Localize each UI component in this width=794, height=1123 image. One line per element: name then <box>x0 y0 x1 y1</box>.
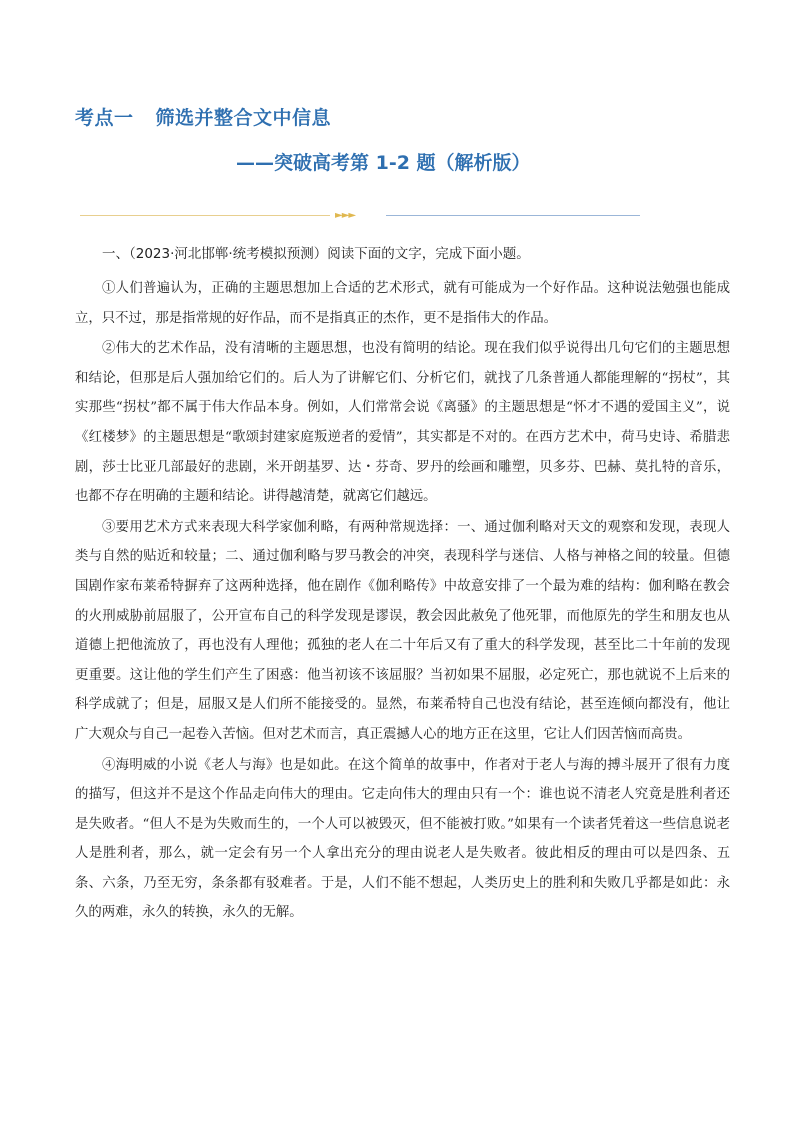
page-title <box>75 103 331 130</box>
title-topic-name: 筛选并整合文中信息 <box>155 107 332 129</box>
decorative-divider <box>80 209 640 223</box>
paragraph-2: ②伟大的艺术作品，没有清晰的主题思想，也没有简明的结论。现在我们似乎说得出几句它们的主题思想和结论，但那是后人强加给它们的。后人为了讲解它们、分析它们，就找了几条普通人都能理解的“拐杖”，其实那些“拐杖”都不属于伟大作品本身。例如，人们常常会说《离骚》的主题思想是“怀才不遇的爱国主义”，说《红楼梦》的主题思想是“歌颂封建家庭叛逆者的爱情”，其实都是不对的。在西方艺术中，荷马史诗、希腊悲剧，莎士比亚几部最好的悲剧，米开朗基罗、达・芬奇、罗丹的绘画和雕塑，贝多芬、巴赫、莫扎特的音乐，也都不存在明确的主题和结论。讲得越清楚，就离它们越远。 <box>75 341 730 505</box>
question-heading: 一、（2023·河北邯郸·统考模拟预测）阅读下面的文字，完成下面小题。 <box>102 246 530 262</box>
paragraph-1: ①人们普遍认为，正确的主题思想加上合适的艺术形式，就有可能成为一个好作品。这种说法勉强也能成立，只不过，那是指常规的好作品，而不是指真正的杰作，更不是指伟大的作品。 <box>75 281 730 326</box>
divider-line-left <box>80 215 330 216</box>
paragraph-4: ④海明威的小说《老人与海》也是如此。在这个简单的故事中，作者对于老人与海的搏斗展开了很有力度的描写，但这并不是这个作品走向伟大的理由。它走向伟大的理由只有一个：谁也说不清老人究竟是胜利者还是失败者。“但人不是为失败而生的，一个人可以被毁灭，但不能被打败。”如果有一个读者凭着这一些信息说老人是胜利者，那么，就一定会有另一个人拿出充分的理由说老人是失败者。彼此相反的理由可以是四条、五条、六条，乃至无穷，条条都有驳难者。于是，人们不能不想起，人类历史上的胜利和失败几乎都是如此：永久的两难，永久的转换，永久的无解。 <box>75 757 730 921</box>
page-subtitle: ——突破高考第 1-2 题（解析版） <box>236 152 531 174</box>
reading-passage <box>75 244 730 929</box>
title-topic-number: 考点一 <box>75 107 134 129</box>
arrow-icon: ►►► <box>335 210 356 221</box>
divider-line-right <box>386 215 640 216</box>
paragraph-3: ③要用艺术方式来表现大科学家伽利略，有两种常规选择：一、通过伽利略对天文的观察和发现，表现人类与自然的贴近和较量；二、通过伽利略与罗马教会的冲突，表现科学与迷信、人格与神格之间的较量。但德国剧作家布莱希特摒弃了这两种选择，他在剧作《伽利略传》中故意安排了一个最为难的结构：伽利略在教会的火刑威胁前屈服了，公开宣布自己的科学发现是谬误，教会因此赦免了他死罪，而他原先的学生和朋友也从道德上把他流放了，再也没有人理他；孤独的老人在二十年后又有了重大的科学发现，甚至比二十年前的发现更重要。这让他的学生们产生了困惑：他当初该不该屈服？当初如果不屈服，必定死亡，那也就说不上后来的科学成就了；但是，屈服又是人们所不能接受的。显然，布莱希特自己也没有结论，甚至连倾向都没有，他让广大观众与自己一起卷入苦恼。但对艺术而言，真正震撼人心的地方正在这里，它让人们因苦恼而高贵。 <box>75 519 730 742</box>
